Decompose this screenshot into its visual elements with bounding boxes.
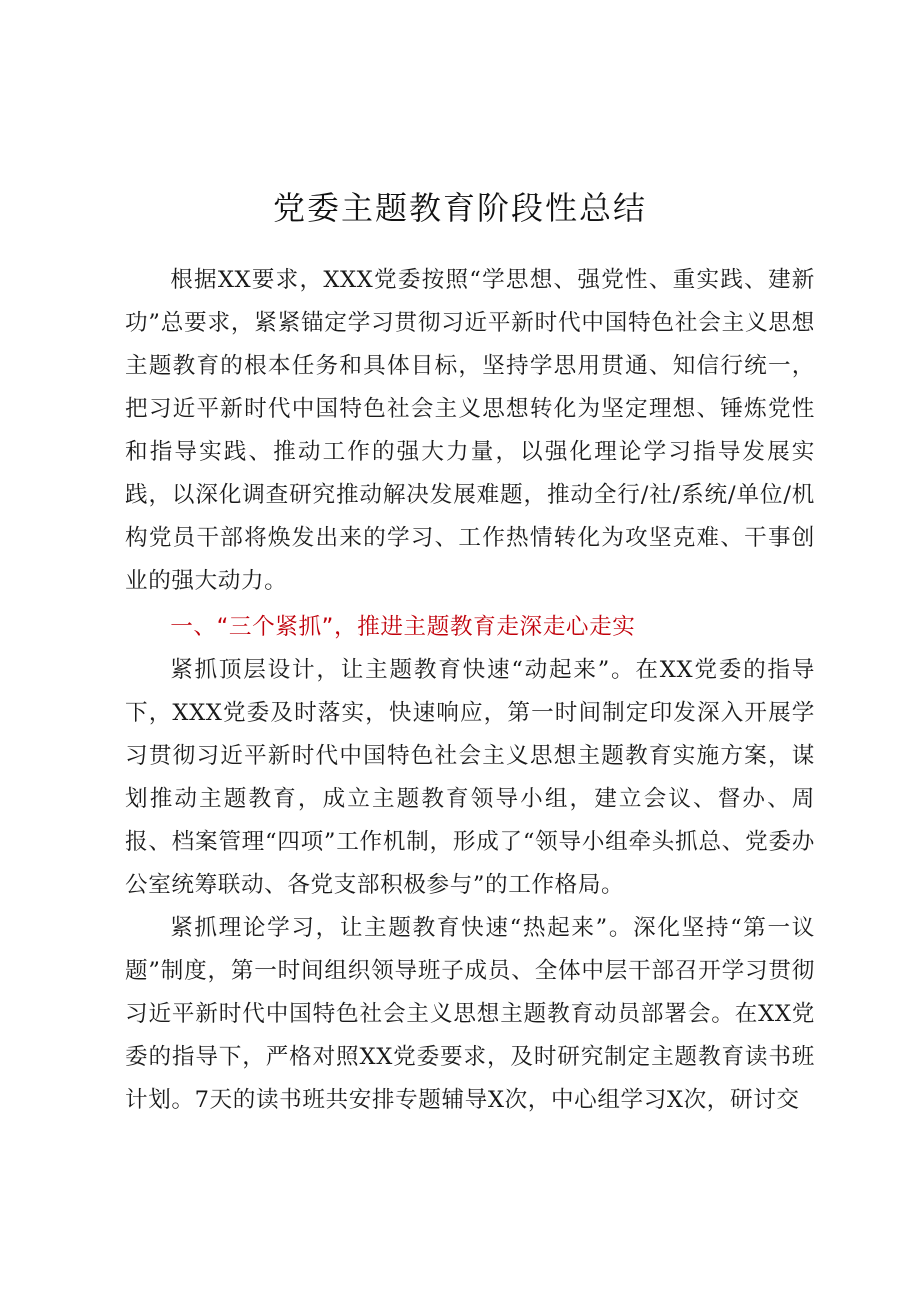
body-paragraph-theory-study: 紧抓理论学习，让主题教育快速“热起来”。深化坚持“第一议题”制度，第一时间组织领导班子成员、全体中层干部召开学习贯彻习近平新时代中国特色社会主义思想主题教育动员部署会。在XX党委的指导下，严格对照XX党委要求，及时研究制定主题教育读书班计划。7天的读书班共安排专题辅导X次，中心组学习X次，研讨交 xyxy=(125,915,815,1113)
body-paragraph-top-level-design: 紧抓顶层设计，让主题教育快速“动起来”。在XX党委的指导下，XXX党委及时落实，快速响应，第一时间制定印发深入开展学习贯彻习近平新时代中国特色社会主义思想主题教育实施方案，谋划推动主题教育，成立主题教育领导小组，建立会议、督办、周报、档案管理“四项”工作机制，形成了“领导小组牵头抓总、党委办公室统筹联动、各党支部积极参与”的工作格局。 xyxy=(125,657,815,898)
intro-paragraph: 根据XX要求，XXX党委按照“学思想、强党性、重实践、建新功”总要求，紧紧锚定学习贯彻习近平新时代中国特色社会主义思想主题教育的根本任务和具体目标，坚持学思用贯通、知信行统一，把习近平新时代中国特色社会主义思想转化为坚定理想、锤炼党性和指导实践、推动工作的强大力量，以强化理论学习指导发展实践，以深化调查研究推动解决发展难题，推动全行/社/系统/单位/机构党员干部将焕发出来的学习、工作热情转化为攻坚克难、干事创业的强大动力。 xyxy=(125,267,815,594)
section-heading: 一、“三个紧抓”，推进主题教育走深走心走实 xyxy=(170,614,636,640)
document-title: 党委主题教育阶段性总结 xyxy=(272,189,647,227)
